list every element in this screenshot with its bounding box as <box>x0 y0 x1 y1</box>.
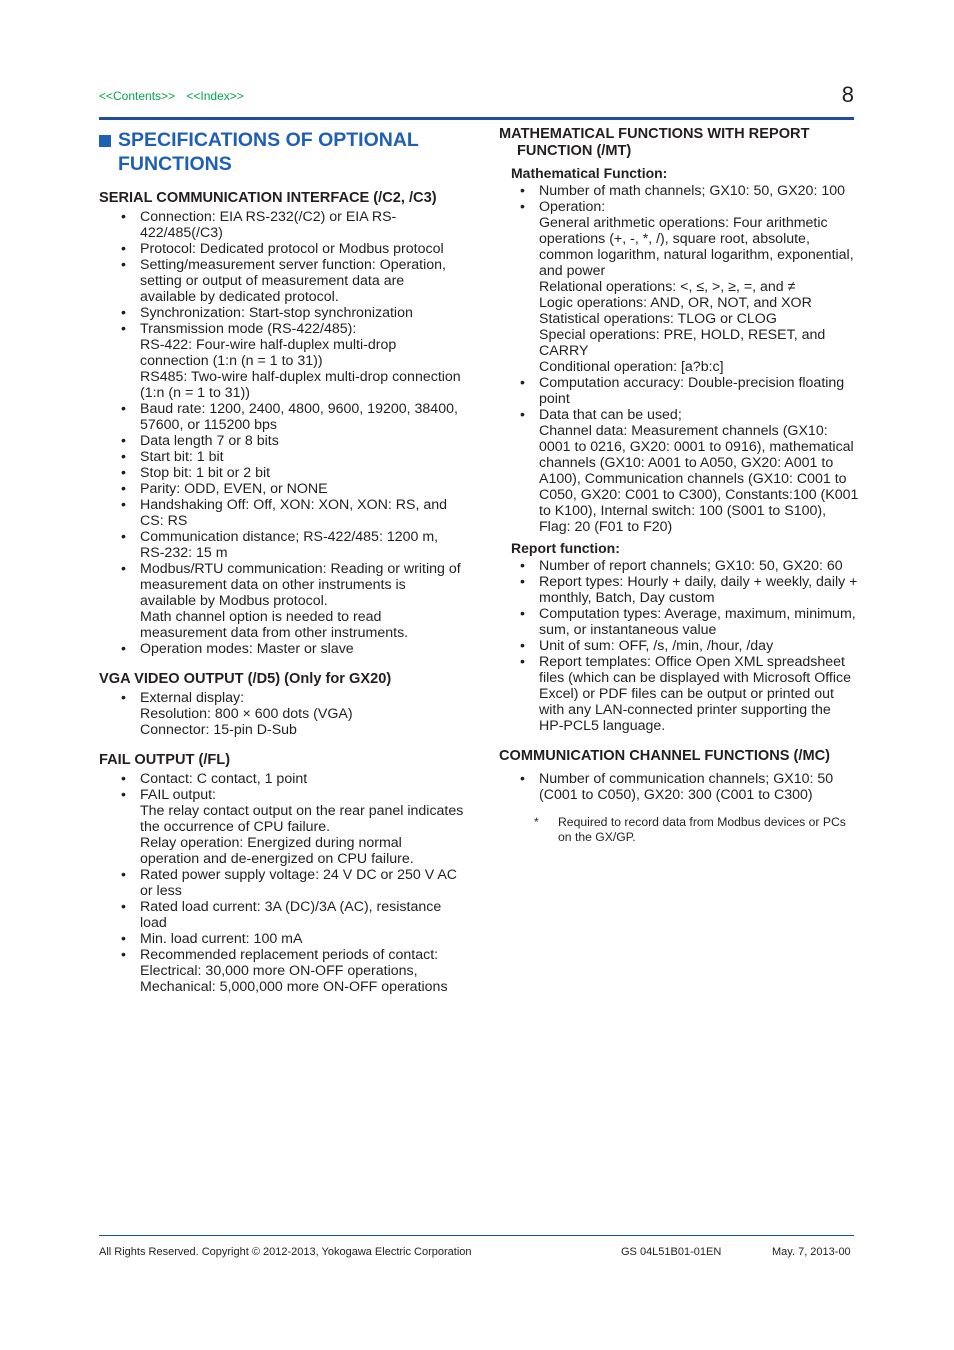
list-item <box>499 654 859 734</box>
footnote-text: Required to record data from Modbus devices or PCs on the GX/GP. <box>558 815 846 844</box>
list-item <box>99 529 464 561</box>
footer-rule <box>99 1235 854 1236</box>
list-item-line: Logic operations: AND, OR, NOT, and XOR <box>539 295 812 311</box>
contents-link[interactable]: <<Contents>> <box>99 89 176 103</box>
list-item-line: Special operations: PRE, HOLD, RESET, and CARRY <box>539 327 826 359</box>
vga-list <box>99 690 464 738</box>
comm-list <box>499 771 859 803</box>
footer-doc-id: GS 04L51B01-01EN <box>621 1246 722 1258</box>
list-item-line: • Data length 7 or 8 bits <box>140 433 279 449</box>
serial-heading: SERIAL COMMUNICATION INTERFACE (/C2, /C3) <box>99 190 437 206</box>
list-item-line: • Computation accuracy: Double-precision floating point <box>539 375 845 407</box>
list-item-line: • FAIL output: <box>140 787 216 803</box>
list-item-line: • Start bit: 1 bit <box>140 449 224 465</box>
list-item <box>99 690 464 738</box>
vga-heading: VGA VIDEO OUTPUT (/D5) (Only for GX20) <box>99 671 392 687</box>
list-item <box>99 449 464 465</box>
list-item <box>499 771 859 803</box>
list-item-line: • Protocol: Dedicated protocol or Modbus protocol <box>140 241 444 257</box>
list-item-line: • Setting/measurement server function: Operation, setting or output of measurement data are available by dedicated protocol. <box>140 257 446 305</box>
page-number: 8 <box>841 82 854 107</box>
list-item-line: • Computation types: Average, maximum, minimum, sum, or instantaneous value <box>539 606 856 638</box>
list-item-line: • Operation modes: Master or slave <box>140 641 354 657</box>
list-item-line: • Modbus/RTU communication: Reading or writing of measurement data on other instruments is available by Modbus protocol. <box>140 561 461 609</box>
list-item <box>99 497 464 529</box>
fail-heading: FAIL OUTPUT (/FL) <box>99 752 231 768</box>
list-item <box>99 481 464 497</box>
list-item-line: Statistical operations: TLOG or CLOG <box>539 311 777 327</box>
list-item-line: Relational operations: <, ≤, >, ≥, =, and ≠ <box>539 279 796 295</box>
list-item <box>499 574 859 606</box>
list-item <box>99 401 464 433</box>
list-item-line: Relay operation: Energized during normal operation and de-energized on CPU failure. <box>140 835 414 867</box>
list-item <box>99 931 464 947</box>
math-subheading: Mathematical Function: <box>511 165 668 181</box>
list-item <box>499 606 859 638</box>
list-item-line: • Unit of sum: OFF, /s, /min, /hour, /day <box>539 638 774 654</box>
report-list <box>499 558 859 734</box>
list-item-line: • Number of math channels; GX10: 50, GX20: 100 <box>539 183 845 199</box>
math-heading: MATHEMATICAL FUNCTIONS WITH REPORT FUNCTION (/MT) <box>499 126 810 159</box>
list-item-line: • Number of communication channels; GX10: 50 (C001 to C050), GX20: 300 (C001 to C300) <box>539 771 834 803</box>
header-rule <box>99 117 854 120</box>
list-item-line: • External display: <box>140 690 245 706</box>
list-item-line: • Rated power supply voltage: 24 V DC or 250 V AC or less <box>140 867 458 899</box>
list-item-line: • Transmission mode (RS-422/485): <box>140 321 357 337</box>
footer-date: May. 7, 2013-00 <box>772 1246 851 1258</box>
list-item-line: • Stop bit: 1 bit or 2 bit <box>140 465 271 481</box>
list-item-line: • Report types: Hourly + daily, daily + weekly, daily + monthly, Batch, Day custom <box>539 574 858 606</box>
list-item-line: • Report templates: Office Open XML spreadsheet files (which can be displayed with Microsoft Office Excel) or PDF files can be output or printed out with any LAN-connected printer supporting the HP-PCL5 language. <box>539 654 851 734</box>
list-item <box>499 375 859 407</box>
list-item-line: • Handshaking Off: Off, XON: XON, XON: RS, and CS: RS <box>140 497 447 529</box>
list-item-line: Electrical: 30,000 more ON-OFF operations, <box>140 963 418 979</box>
list-item <box>499 183 859 199</box>
list-item-line: Resolution: 800 × 600 dots (VGA) <box>140 706 353 722</box>
list-item-line: • Contact: C contact, 1 point <box>140 771 308 787</box>
list-item <box>99 561 464 641</box>
list-item <box>99 787 464 867</box>
footnote <box>499 815 859 845</box>
list-item <box>99 867 464 899</box>
top-navigation <box>99 89 252 103</box>
list-item-line: • Parity: ODD, EVEN, or NONE <box>140 481 328 497</box>
list-item-line: General arithmetic operations: Four arithmetic operations (+, -, *, /), square root, absolute, common logarithm, natural logarithm, exponential, and power <box>539 215 854 279</box>
list-item-line: • Connection: EIA RS-232(/C2) or EIA RS-422/485(/C3) <box>140 209 397 241</box>
list-item-line: • Min. load current: 100 mA <box>140 931 303 947</box>
list-item <box>99 305 464 321</box>
list-item-line: • Operation: <box>539 199 606 215</box>
square-bullet-icon <box>99 135 111 147</box>
footnote-mark: * <box>534 815 539 829</box>
list-item-line: • Number of report channels; GX10: 50, GX20: 60 <box>539 558 843 574</box>
comm-heading: COMMUNICATION CHANNEL FUNCTIONS (/MC) <box>499 748 831 764</box>
list-item-line: Connector: 15-pin D-Sub <box>140 722 297 738</box>
list-item <box>99 899 464 931</box>
list-item <box>499 199 859 375</box>
list-item-line: Math channel option is needed to read measurement data from other instruments. <box>140 609 409 641</box>
list-item <box>99 465 464 481</box>
list-item <box>499 407 859 535</box>
serial-list <box>99 209 464 657</box>
list-item-line: • Communication distance; RS-422/485: 1200 m, RS-232: 15 m <box>140 529 439 561</box>
list-item-line: • Synchronization: Start-stop synchronization <box>140 305 413 321</box>
left-column <box>99 126 464 995</box>
list-item-line: • Data that can be used; <box>539 407 682 423</box>
list-item <box>99 209 464 241</box>
math-list <box>499 183 859 535</box>
list-item <box>99 241 464 257</box>
list-item-line: Mechanical: 5,000,000 more ON-OFF operations <box>140 979 448 995</box>
list-item-line: The relay contact output on the rear panel indicates the occurrence of CPU failure. <box>140 803 464 835</box>
right-column <box>499 126 859 845</box>
list-item <box>499 558 859 574</box>
fail-list <box>99 771 464 995</box>
list-item <box>99 771 464 787</box>
list-item <box>99 947 464 995</box>
list-item-line: RS-422: Four-wire half-duplex multi-drop connection (1:n (n = 1 to 31)) <box>140 337 397 369</box>
list-item-line: • Rated load current: 3A (DC)/3A (AC), resistance load <box>140 899 442 931</box>
report-subheading: Report function: <box>511 540 620 556</box>
list-item-line: RS485: Two-wire half-duplex multi-drop connection (1:n (n = 1 to 31)) <box>140 369 461 401</box>
footer-copyright: All Rights Reserved. Copyright © 2012-2013, Yokogawa Electric Corporation <box>99 1246 472 1258</box>
page-title: SPECIFICATIONS OF OPTIONAL FUNCTIONS <box>99 126 464 176</box>
list-item <box>99 321 464 401</box>
list-item-line: • Recommended replacement periods of contact: <box>140 947 439 963</box>
list-item <box>99 257 464 305</box>
list-item <box>499 638 859 654</box>
list-item <box>99 641 464 657</box>
list-item <box>99 433 464 449</box>
list-item-line: Conditional operation: [a?b:c] <box>539 359 724 375</box>
index-link[interactable]: <<Index>> <box>186 89 244 103</box>
list-item-line: Channel data: Measurement channels (GX10: 0001 to 0216, GX20: 0001 to 0916), mathematical channels (GX10: A001 to A050, GX20: A001 to A100), Communication channels (GX10: C001 to C050, GX20: C001 to C300), Constants:100 (K001 to K100), Internal switch: 100 (S001 to S100), Flag: 20 (F01 to F20) <box>539 423 859 535</box>
list-item-line: • Baud rate: 1200, 2400, 4800, 9600, 19200, 38400, 57600, or 115200 bps <box>140 401 458 433</box>
